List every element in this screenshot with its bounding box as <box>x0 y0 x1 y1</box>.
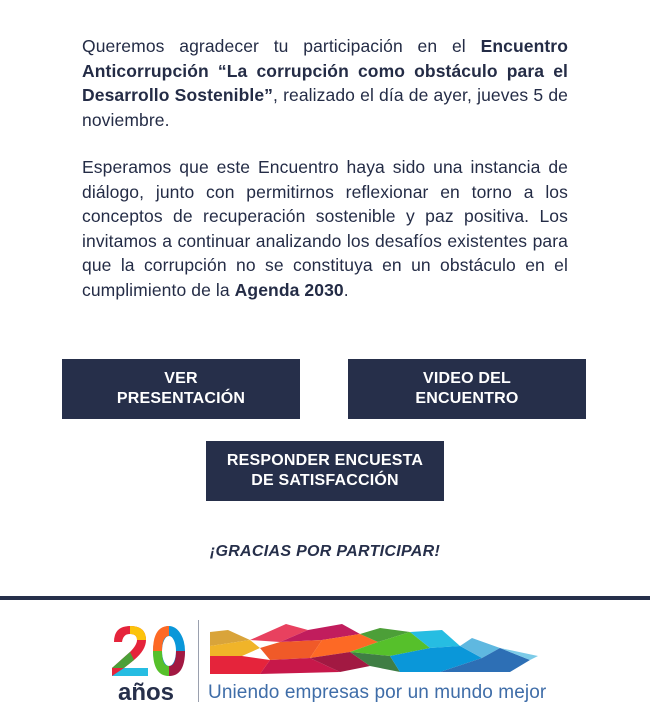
event-name: Encuentro Anticorrupción “La corrupción como obstáculo para el Desarrollo Sostenible” <box>82 36 568 105</box>
answer-survey-label-2: DE SATISFACCIÓN <box>251 472 399 489</box>
event-video-button[interactable] <box>348 359 586 419</box>
intro-date-text: , realizado el día de ayer, jueves 5 de noviembre. <box>82 85 568 130</box>
reflection-end: . <box>343 279 349 300</box>
logo-word: años <box>118 679 175 706</box>
intro-paragraph <box>82 34 568 132</box>
event-video-label-1: VIDEO DEL <box>422 370 512 387</box>
answer-survey-label-1: RESPONDER ENCUESTA <box>226 452 424 469</box>
agenda-name: Agenda 2030 <box>234 279 344 300</box>
logo-number-20 <box>112 626 185 676</box>
answer-survey-button[interactable] <box>206 441 444 501</box>
reflection-paragraph <box>82 155 568 302</box>
mountains-graphic <box>210 624 538 674</box>
view-presentation-label-1: VER <box>164 370 198 387</box>
logo-separator <box>198 620 199 702</box>
footer-divider <box>0 596 650 600</box>
footer-tagline: Uniendo empresas por un mundo mejor <box>208 682 547 703</box>
view-presentation-label-2: PRESENTACIÓN <box>116 390 246 407</box>
intro-text: Queremos agradecer tu participación en el <box>82 36 481 56</box>
view-presentation-button[interactable] <box>62 359 300 419</box>
message-body <box>82 34 568 302</box>
event-video-label-2: ENCUENTRO <box>415 390 519 407</box>
reflection-text: Esperamos que este Encuentro haya sido una instancia de diálogo, junto con permitirnos reflexionar en torno a los conceptos de recuperación sostenible y paz positiva. Los invitamos a continuar analizando los desafíos existentes para que la corrupción no se constituya en un obstáculo en el cumplimiento de la <box>82 157 568 300</box>
thanks-message: ¡GRACIAS POR PARTICIPAR! <box>209 543 441 560</box>
